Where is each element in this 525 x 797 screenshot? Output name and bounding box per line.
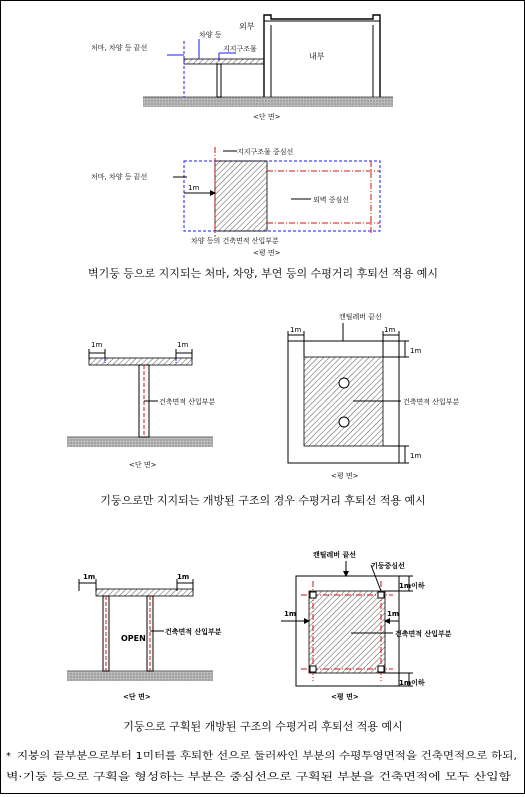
- section3-elevation: [67, 573, 222, 701]
- outside-label: 외부: [239, 22, 255, 31]
- plan-dim-right: 1m: [387, 610, 400, 618]
- section1-elevation-label: <단 면>: [253, 113, 281, 121]
- plan-eave-line-label: 처마, 차양 등 끝선: [91, 173, 148, 181]
- dim-right: 1m: [177, 573, 190, 581]
- plan-dim-top: 1m이하: [399, 582, 425, 590]
- dim-left: 1m: [83, 573, 96, 581]
- slab: [89, 358, 192, 365]
- plan-area-label: 건축면적 산입부분: [395, 630, 452, 638]
- plan-dim-right-top: 1m: [410, 347, 422, 355]
- section2-caption: 기둥으로만 지지되는 개방된 구조의 경우 수평거리 후퇴선 적용 예시: [100, 494, 426, 507]
- support-column: [217, 64, 221, 97]
- section1-plan-label: <평 면>: [253, 249, 281, 257]
- section3-plan: [281, 550, 452, 701]
- ground: [143, 97, 393, 107]
- note-line-2: 벽·기둥 등으로 구획을 형성하는 부분은 중심선으로 구획된 부분을 건축면적에 모두 산입함: [6, 772, 399, 783]
- canopy-slab: [184, 59, 264, 64]
- plan-wall-center-label: 외벽 중심선: [313, 196, 350, 204]
- plan-dim-top-left: 1m: [290, 326, 302, 334]
- canopy-label: 차양 등: [199, 31, 222, 39]
- plan-dim-left: 1m: [284, 610, 297, 618]
- column-marker: [310, 666, 316, 672]
- plan-dim-top-right: 1m: [384, 326, 396, 334]
- plan-column-center-label: 기둥중심선: [371, 562, 405, 570]
- plan-edge-label: 캔틸레버 끝선: [339, 313, 382, 321]
- plan-support-center-label: 지지구조물 중심선: [237, 148, 294, 156]
- dim-right: 1m: [177, 341, 189, 349]
- note-line-1: 지붕의 끝부분으로부터 1미터를 후퇴한 선으로 둘러싸인 부분의 수평투영면적을 건축면적으로 하되,: [17, 751, 452, 762]
- section1-elevation: [91, 15, 393, 121]
- slab: [96, 589, 193, 596]
- section2-plan-label: <평 면>: [331, 472, 359, 480]
- plan-dim-1m: 1m: [188, 184, 200, 192]
- plan-area-hatch: [215, 161, 267, 231]
- section2-elevation: [67, 341, 216, 469]
- column-marker: [378, 666, 384, 672]
- plan-dim-bottom: 1m이하: [399, 679, 425, 687]
- plan-dim-right-bottom: 1m: [410, 452, 422, 460]
- dim-left: 1m: [91, 341, 103, 349]
- section3-plan-label: <평 면>: [331, 693, 359, 701]
- section1-caption: 벽기둥 등으로 지지되는 처마, 차양, 부연 등의 수평거리 후퇴선 적용 예시: [87, 267, 439, 280]
- section2-elevation-label: <단 면>: [129, 461, 157, 469]
- note-bullet: *: [6, 751, 11, 762]
- area-label: 건축면적 산입부분: [165, 628, 222, 636]
- area-label: 건축면적 산입부분: [159, 398, 216, 406]
- plan-area-label: 차양 등의 건축면적 산입부분: [191, 237, 279, 245]
- plan-area-label: 건축면적 산입부분: [403, 398, 460, 406]
- column-marker: [378, 592, 384, 598]
- eave-line-label: 처마, 차양 등 끝선: [91, 44, 148, 52]
- open-label: OPEN: [121, 634, 146, 643]
- plan-edge-label: 캔틸레버 끝선: [313, 551, 357, 559]
- plan-area-hatch: [309, 591, 385, 673]
- section2-plan: [288, 312, 460, 480]
- section1-plan: [91, 147, 380, 257]
- support-label: 지지구조물: [223, 45, 257, 53]
- diagram-canvas: [1, 1, 524, 793]
- column-marker: [310, 592, 316, 598]
- inside-label: 내부: [309, 52, 325, 61]
- section3-elevation-label: <단 면>: [123, 693, 151, 701]
- section3-caption: 기둥으로 구획된 개방된 구조의 수평거리 후퇴선 적용 예시: [123, 720, 403, 733]
